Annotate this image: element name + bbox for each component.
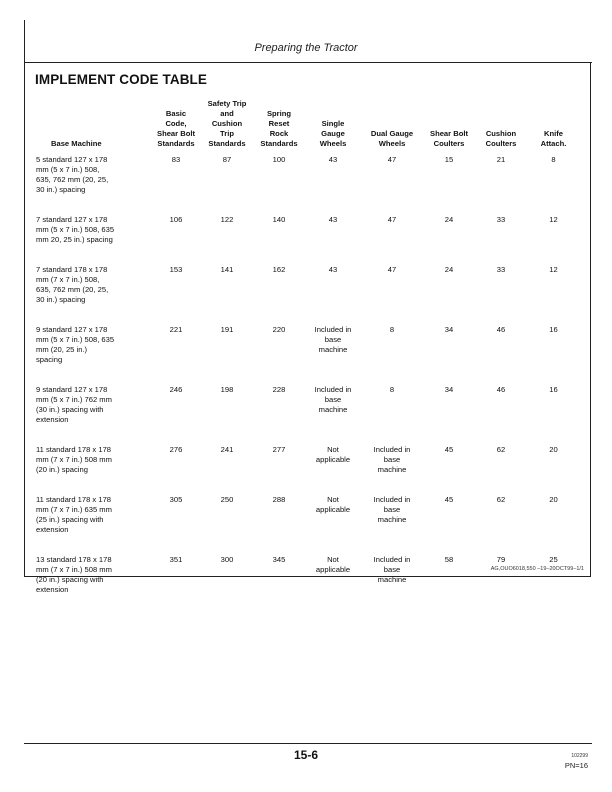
table-row [35,325,580,385]
code-cell: 24 [444,215,454,224]
base-machine-cell: 5 standard 127 x 178 mm (5 x 7 in.) 508, 635, 762 mm (20, 25, 30 in.) spacing [36,155,109,194]
code-cell: 162 [272,265,286,274]
code-cell: 106 [169,215,183,224]
code-cell: 83 [171,155,181,164]
column-header: Cushion Coulters [485,129,517,148]
code-cell: 16 [549,385,558,394]
table-row [35,445,580,495]
code-cell: 276 [169,445,183,454]
code-cell: 34 [444,325,454,334]
table-title: IMPLEMENT CODE TABLE [35,72,207,87]
code-cell: 100 [272,155,286,164]
implement-code-box [24,63,591,594]
code-cell: 87 [222,155,232,164]
column-header: Knife Attach. [540,129,567,148]
code-cell: 47 [387,155,397,164]
column-header: Spring Reset Rock Standards [260,109,298,148]
code-cell: 191 [220,325,234,334]
code-cell: 43 [328,215,338,224]
column-header: Single Gauge Wheels [319,119,347,148]
column-header: Shear Bolt Coulters [430,129,468,148]
code-cell: 58 [444,555,454,564]
code-cell: 305 [169,495,183,504]
code-cell: 8 [389,385,395,394]
table-row [35,495,580,555]
footer-rule [24,743,592,744]
code-cell: 300 [220,555,234,564]
code-cell: Included in base machine [373,495,411,524]
base-machine-cell: 9 standard 127 x 178 mm (5 x 7 in.) 508, 635 mm (20, 25 in.) spacing [36,325,115,364]
code-cell: 140 [272,215,286,224]
code-cell: 345 [272,555,286,564]
table-body [35,155,580,615]
code-cell: 25 [549,555,558,564]
section-header: Preparing the Tractor [254,42,358,54]
code-cell: 153 [169,265,183,274]
column-header: Safety Trip and Cushion Trip Standards [207,99,247,148]
code-cell: 198 [220,385,234,394]
column-header: Base Machine [51,139,102,148]
footer-code: 102299 [571,753,588,759]
implement-code-table [35,99,580,615]
code-cell: 220 [272,325,286,334]
code-cell: Not applicable [315,555,351,574]
code-cell: 62 [496,495,506,504]
base-machine-cell: 7 standard 178 x 178 mm (7 x 7 in.) 508, 635, 762 mm (20, 25, 30 in.) spacing [36,265,109,304]
table-row [35,385,580,445]
code-cell: 228 [272,385,286,394]
code-cell: 250 [220,495,234,504]
table-header-row [35,99,580,155]
code-cell: 62 [496,445,506,454]
column-header: Dual Gauge Wheels [370,129,414,148]
code-cell: 33 [496,265,506,274]
table-row [35,555,580,615]
code-cell: 8 [551,155,556,164]
code-cell: 246 [169,385,183,394]
code-cell: 12 [549,215,558,224]
header-left-rule [24,20,25,62]
code-cell: 47 [387,215,397,224]
code-cell: 79 [496,555,506,564]
code-cell: 141 [220,265,234,274]
code-cell: 12 [549,265,558,274]
base-machine-cell: 9 standard 127 x 178 mm (5 x 7 in.) 762 mm (30 in.) spacing with extension [36,385,112,424]
code-cell: Included in base machine [314,385,352,414]
code-cell: Included in base machine [314,325,352,354]
code-cell: 34 [444,385,454,394]
table-row [35,155,580,215]
code-cell: Not applicable [315,495,351,514]
code-cell: 21 [496,155,506,164]
column-header: Basic Code, Shear Bolt Standards [157,109,195,148]
base-machine-cell: 11 standard 178 x 178 mm (7 x 7 in.) 508 mm (20 in.) spacing [36,445,112,474]
code-cell: 20 [549,445,558,454]
pn-number: PN=16 [564,761,588,770]
code-cell: 16 [549,325,558,334]
base-machine-cell: 7 standard 127 x 178 mm (5 x 7 in.) 508, 635 mm 20, 25 in.) spacing [36,215,115,244]
code-cell: 15 [444,155,454,164]
code-cell: 46 [496,325,506,334]
code-cell: 122 [220,215,234,224]
code-cell: Included in base machine [373,555,411,584]
code-cell: 47 [387,265,397,274]
code-cell: 45 [444,445,454,454]
code-cell: 43 [328,155,338,164]
code-cell: 288 [272,495,286,504]
code-cell: Not applicable [315,445,351,464]
code-cell: 24 [444,265,454,274]
code-cell: Included in base machine [373,445,411,474]
code-cell: 8 [389,325,395,334]
table-row [35,215,580,265]
code-cell: 45 [444,495,454,504]
code-cell: 351 [169,555,183,564]
code-cell: 33 [496,215,506,224]
base-machine-cell: 11 standard 178 x 178 mm (7 x 7 in.) 635 mm (25 in.) spacing with extension [36,495,112,534]
code-cell: 43 [328,265,338,274]
reference-code: AG,OUO6018,550 –19–20OCT99–1/1 [490,566,584,572]
table-row [35,265,580,325]
code-cell: 221 [169,325,183,334]
code-cell: 20 [549,495,558,504]
code-cell: 277 [272,445,286,454]
base-machine-cell: 13 standard 178 x 178 mm (7 x 7 in.) 508 mm (20 in.) spacing with extension [36,555,112,594]
code-cell: 46 [496,385,506,394]
code-cell: 241 [220,445,234,454]
page-number: 15-6 [293,748,319,762]
